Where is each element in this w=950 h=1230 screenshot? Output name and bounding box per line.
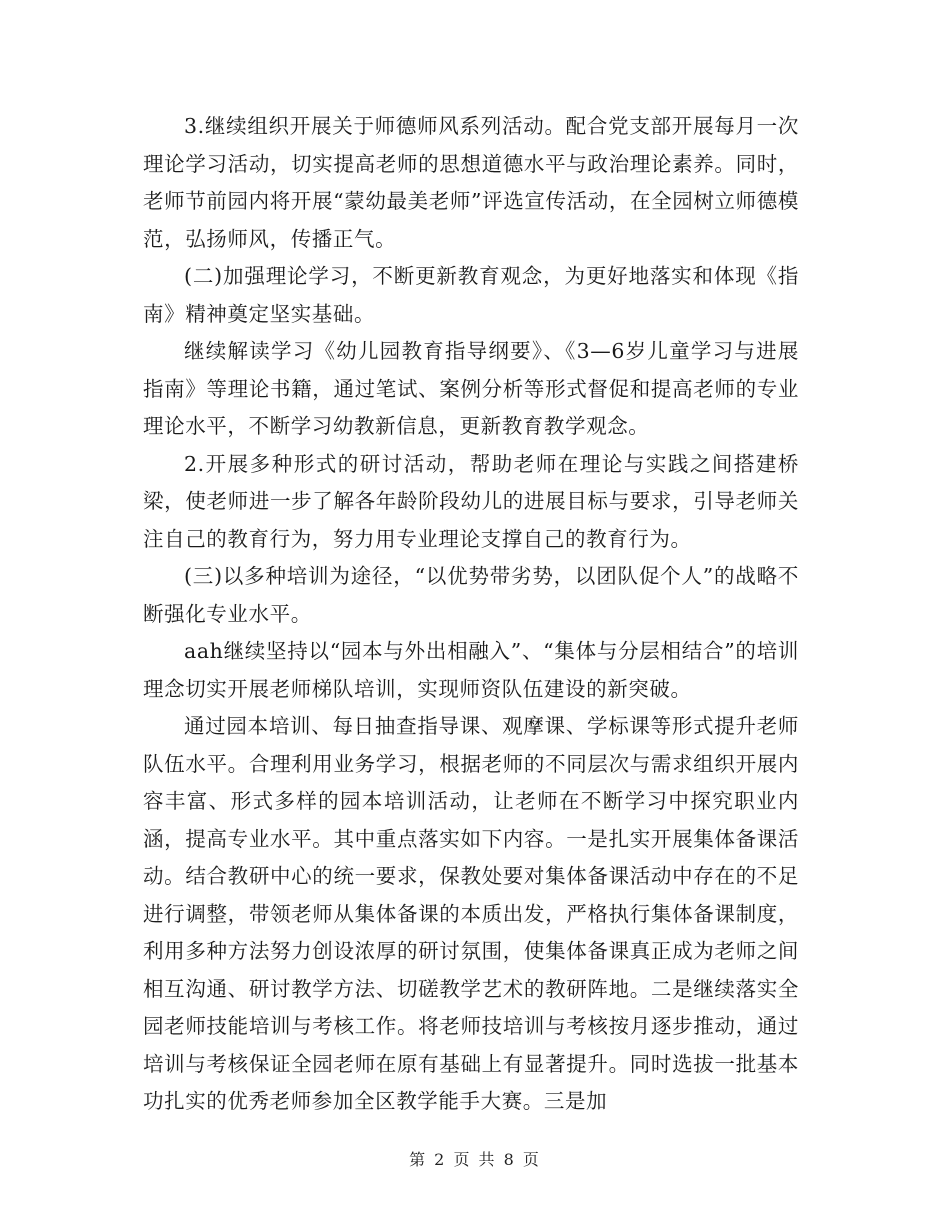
- document-body: [143, 108, 799, 1121]
- paragraph-6: aah继续坚持以“园本与外出相融入”、“集体与分层相结合”的培训理念切实开展老师梯队培训，实现师资队伍建设的新突破。: [143, 639, 799, 701]
- paragraph-7: 通过园本培训、每日抽查指导课、观摩课、学标课等形式提升老师队伍水平。合理利用业务学习，根据老师的不同层次与需求组织开展内容丰富、形式多样的园本培训活动，让老师在不断学习中探究职业内涵，提高专业水平。其中重点落实如下内容。一是扎实开展集体备课活动。结合教研中心的统一要求，保教处要对集体备课活动中存在的不足进行调整，带领老师从集体备课的本质出发，严格执行集体备课制度，利用多种方法努力创设浓厚的研讨氛围，使集体备课真正成为老师之间相互沟通、研讨教学方法、切磋教学艺术的教研阵地。二是继续落实全园老师技能培训与考核工作。将老师技培训与考核按月逐步推动，通过培训与考核保证全园老师在原有基础上有显著提升。同时选拔一批基本功扎实的优秀老师参加全区教学能手大赛。三是加: [143, 714, 799, 1113]
- paragraph-1: 3.继续组织开展关于师德师风系列活动。配合党支部开展每月一次理论学习活动，切实提高老师的思想道德水平与政治理论素养。同时，老师节前园内将开展“蒙幼最美老师”评选宣传活动，在全园树立师德模范，弘扬师风，传播正气。: [143, 114, 799, 251]
- paragraph-2: (二)加强理论学习，不断更新教育观念，为更好地落实和体现《指南》精神奠定坚实基础。: [143, 264, 799, 326]
- page-number-footer: 第 2 页 共 8 页: [409, 1150, 541, 1169]
- paragraph-4: 2.开展多种形式的研讨活动，帮助老师在理论与实践之间搭建桥梁，使老师进一步了解各年龄阶段幼儿的进展目标与要求，引导老师关注自己的教育行为，努力用专业理论支撑自己的教育行为。: [143, 451, 799, 551]
- paragraph-5: (三)以多种培训为途径，“以优势带劣势，以团队促个人”的战略不断强化专业水平。: [143, 564, 799, 626]
- paragraph-3: 继续解读学习《幼儿园教育指导纲要》、《3—6岁儿童学习与进展指南》等理论书籍，通过笔试、案例分析等形式督促和提高老师的专业理论水平，不断学习幼教新信息，更新教育教学观念。: [143, 339, 799, 438]
